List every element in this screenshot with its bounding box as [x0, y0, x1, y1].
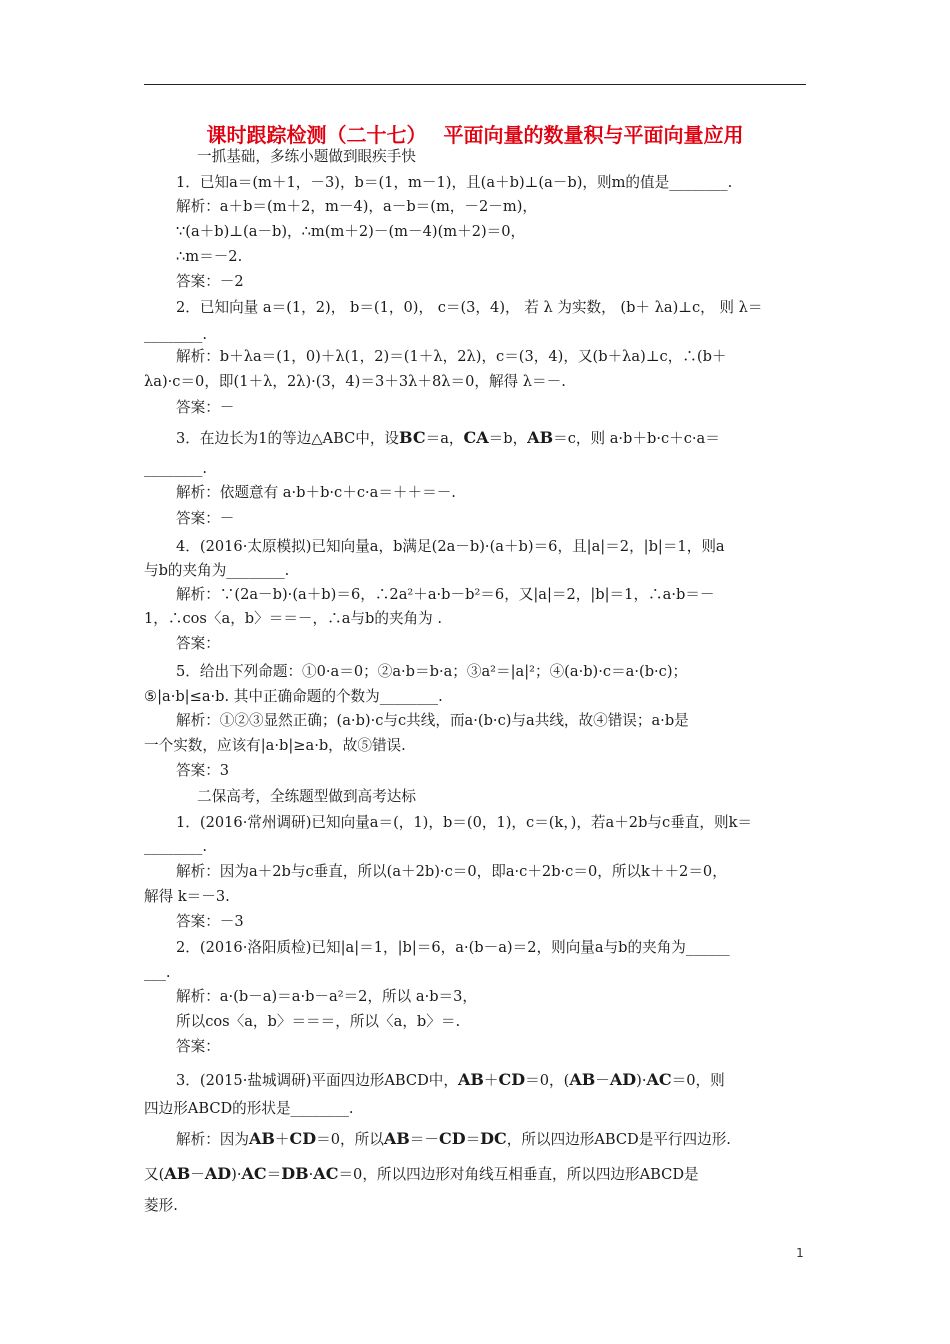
q1-answer: 答案：－2	[176, 273, 244, 290]
p3-stem-line-1	[176, 1069, 806, 1092]
p3-solution-line-2	[144, 1163, 806, 1186]
vector-ab: AB	[569, 1070, 596, 1089]
q5-solution-line-2: 一个实数，应该有|a·b|≥a·b，故⑤错误.	[144, 737, 406, 754]
q2-solution-line-2: λa)·c＝0，即(1＋λ，2λ)·(3，4)＝3＋3λ＋8λ＝0，解得 λ＝－.	[144, 373, 566, 390]
q5-stem-line-2: ⑤|a·b|≤a·b. 其中正确命题的个数为________.	[144, 688, 443, 705]
vector-ab: AB	[457, 1070, 484, 1089]
vector-ab: AB	[164, 1164, 191, 1183]
vector-dc: DC	[480, 1129, 507, 1148]
q3-stem-text: ＝a，	[425, 430, 464, 447]
p3-solution-line-3: 菱形.	[144, 1197, 178, 1214]
q3-solution: 解析：依题意有 a·b＋b·c＋c·a＝＋＋＝－.	[176, 484, 456, 501]
q2-solution-line-1: 解析：b＋λa＝(1，0)＋λ(1，2)＝(1＋λ，2λ)，c＝(3，4)，又(b＋λa)⊥c，∴(b＋	[176, 348, 727, 365]
q1-solution-line-2: ∵(a＋b)⊥(a－b)，∴m(m＋2)－(m－4)(m＋2)＝0，	[176, 223, 526, 240]
p2-stem-line-2: ___.	[144, 964, 171, 981]
p1-solution-line-1: 解析：因为a＋2b与c垂直，所以(a＋2b)·c＝0，即a·c＋2b·c＝0，所以k＋＋2＝0，	[176, 863, 727, 880]
vector-ac: AC	[241, 1164, 267, 1183]
q2-stem-line-1: 2．已知向量 a＝(1，2)， b＝(1，0)， c＝(3，4)， 若 λ 为实数， (b＋ λa)⊥c， 则 λ＝	[176, 299, 763, 316]
q5-solution-line-1: 解析：①②③显然正确；(a·b)·c与c共线，而a·(b·c)与a共线，故④错误；a·b是	[176, 712, 689, 729]
p3-solution-text: ＝0，所以四边形对角线互相垂直，所以四边形ABCD是	[338, 1166, 699, 1183]
vector-ad: AD	[204, 1164, 232, 1183]
p3-stem-text: 3．(2015·盐城调研)平面四边形ABCD中，	[176, 1072, 458, 1089]
p3-solution-text: ，所以四边形ABCD是平行四边形.	[506, 1131, 731, 1148]
p2-answer: 答案：	[176, 1038, 220, 1055]
vector-ca: CA	[463, 428, 489, 447]
p1-solution-line-2: 解得 k＝－3.	[144, 888, 230, 905]
p3-solution-text: ＋	[274, 1131, 290, 1148]
p2-solution-line-1: 解析：a·(b－a)＝a·b－a²＝2，所以 a·b＝3，	[176, 988, 478, 1005]
section-heading-exam: 二保高考，全练题型做到高考达标	[197, 788, 416, 805]
q5-stem-line-1: 5．给出下列命题：①0·a＝0；②a·b＝b·a；③a²＝|a|²；④(a·b)·c＝a·(b·c)；	[176, 663, 688, 680]
p3-solution-text: )·	[231, 1166, 242, 1183]
q4-stem-line-2: 与b的夹角为________.	[144, 562, 290, 579]
vector-bc: BC	[399, 428, 426, 447]
p1-stem-line-1: 1．(2016·常州调研)已知向量a＝(，1)，b＝(0，1)，c＝(k，)，若a＋2b与c垂直，则k＝	[176, 814, 753, 831]
vector-cd: CD	[289, 1129, 317, 1148]
p3-solution-text: 又(	[144, 1166, 165, 1183]
p3-stem-line-2: 四边形ABCD的形状是________.	[144, 1100, 354, 1117]
q3-stem-text: 3．在边长为1的等边△ABC中，设	[176, 430, 400, 447]
vector-ad: AD	[609, 1070, 637, 1089]
p1-stem-line-2: ________.	[144, 838, 208, 855]
q4-solution-line-2: 1，∴cos〈a，b〉＝＝－，∴a与b的夹角为 .	[144, 610, 443, 627]
q4-solution-line-1: 解析：∵(2a－b)·(a＋b)＝6，∴2a²＋a·b－b²＝6，又|a|＝2，|b|＝1，∴a·b＝－	[176, 586, 715, 603]
q4-stem-line-1: 4．(2016·太原模拟)已知向量a，b满足(2a－b)·(a＋b)＝6，且|a|＝2，|b|＝1，则a	[176, 538, 725, 555]
vector-db: DB	[281, 1164, 309, 1183]
vector-ab: AB	[383, 1129, 410, 1148]
p3-stem-text: ＋	[483, 1072, 499, 1089]
p3-solution-text: －	[190, 1166, 205, 1183]
p3-stem-text: ＝0，(	[525, 1072, 570, 1089]
p3-stem-text: )·	[636, 1072, 647, 1089]
q1-solution-line-1: 解析：a＋b＝(m＋2，m－4)，a－b＝(m，－2－m)，	[176, 198, 537, 215]
q3-stem-line-1	[176, 427, 806, 450]
p3-solution-text: ＝0，所以	[316, 1131, 384, 1148]
p3-solution-line-1	[176, 1128, 806, 1151]
q2-answer: 答案：－	[176, 399, 235, 416]
p3-stem-text: －	[595, 1072, 610, 1089]
q3-stem-text: ＝c，则 a·b＋b·c＋c·a＝	[553, 430, 720, 447]
p3-solution-text: ·	[308, 1166, 314, 1183]
q1-stem: 1．已知a＝(m＋1，－3)，b＝(1，m－1)，且(a＋b)⊥(a－b)，则m的值是________.	[176, 174, 733, 191]
header-rule	[144, 84, 806, 85]
q4-answer: 答案：	[176, 635, 220, 652]
q3-stem-text: ＝b，	[488, 430, 528, 447]
p1-answer: 答案：－3	[176, 913, 244, 930]
q3-answer: 答案：－	[176, 510, 235, 527]
vector-cd: CD	[498, 1070, 526, 1089]
vector-ab: AB	[248, 1129, 275, 1148]
q3-stem-line-2: ________.	[144, 460, 208, 477]
page-number: 1	[796, 1246, 804, 1260]
vector-ac: AC	[313, 1164, 339, 1183]
page-title: 课时跟踪检测（二十七） 平面向量的数量积与平面向量应用	[206, 123, 744, 147]
vector-cd: CD	[438, 1129, 466, 1148]
q2-stem-line-2: ________.	[144, 326, 208, 343]
p3-solution-text: ＝－	[409, 1131, 439, 1148]
q1-solution-line-3: ∴m＝－2.	[176, 248, 243, 265]
q5-answer: 答案：3	[176, 762, 230, 779]
section-heading-basics: 一抓基础，多练小题做到眼疾手快	[197, 148, 416, 165]
p2-stem-line-1: 2．(2016·洛阳质检)已知|a|＝1，|b|＝6，a·(b－a)＝2，则向量a与b的夹角为______	[176, 939, 730, 956]
p3-solution-text: ＝	[266, 1166, 282, 1183]
vector-ac: AC	[646, 1070, 672, 1089]
p2-solution-line-2: 所以cos〈a，b〉＝＝＝，所以〈a，b〉＝.	[176, 1013, 461, 1030]
p3-solution-text: 解析：因为	[176, 1131, 249, 1148]
p3-solution-text: ＝	[465, 1131, 481, 1148]
vector-ab: AB	[527, 428, 554, 447]
p3-stem-text: ＝0，则	[671, 1072, 725, 1089]
